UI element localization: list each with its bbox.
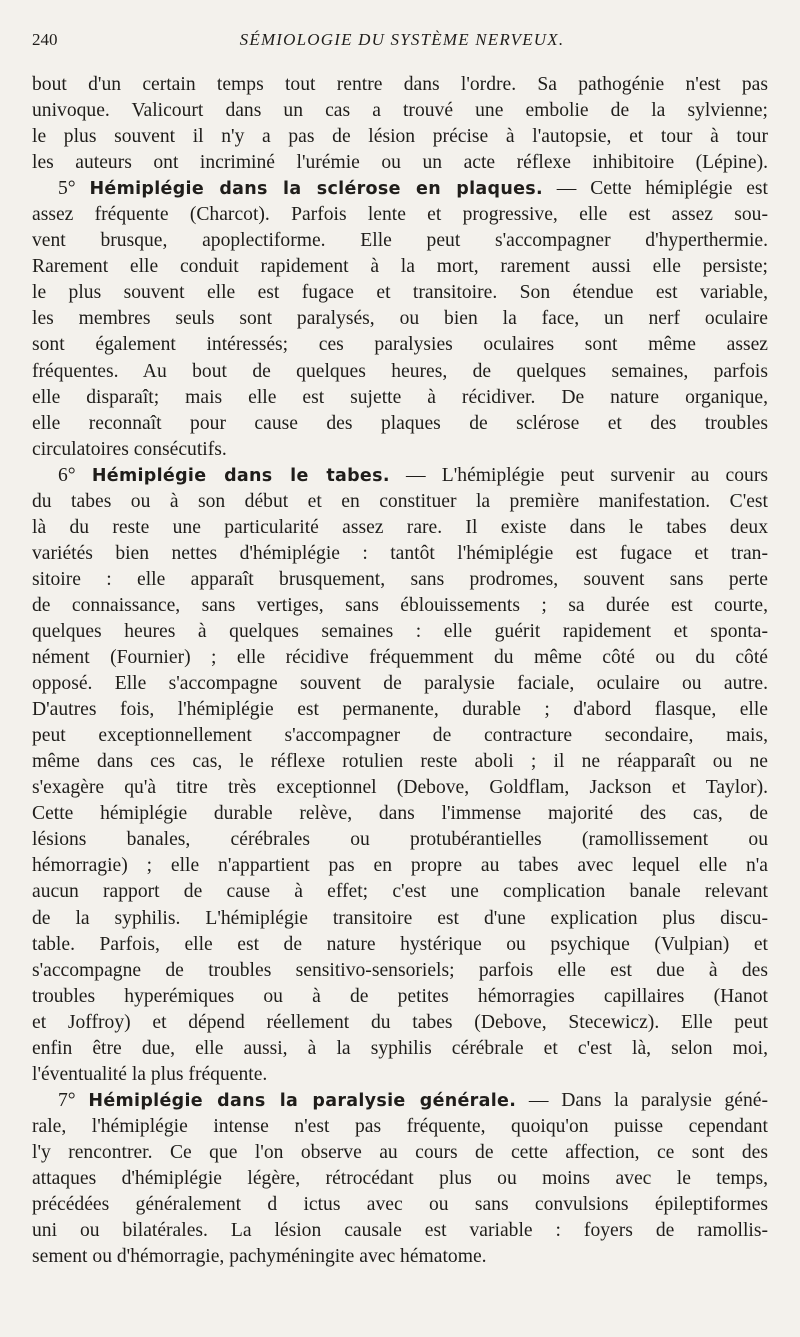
section-6-heading-line (32, 463, 768, 489)
text-line: rale, l'hémiplégie intense n'est pas fréquente, quoiqu'on puisse cependant (32, 1115, 768, 1137)
text-line: lésions banales, cérébrales ou protubérantielles (ramollissement ou (32, 829, 768, 851)
text-line: Cette hémiplégie durable relève, dans l'immense majorité des cas, de (32, 803, 768, 825)
text-line: hémorragie) ; elle n'appartient pas en propre au tabes avec lequel elle n'a (32, 855, 768, 877)
text-line: univoque. Valicourt dans un cas a trouvé une embolie de la sylvienne; (32, 100, 768, 122)
text-line: de la syphilis. L'hémiplégie transitoire est d'une explication plus discu- (32, 907, 768, 929)
page-number: 240 (32, 30, 58, 49)
text-line: le plus souvent il n'y a pas de lésion précise à l'autopsie, et tour à tour (32, 126, 768, 148)
text-line: sement ou d'hémorragie, pachyméningite avec hématome. (32, 1246, 487, 1268)
section-heading: Hémiplégie dans le tabes. (91, 465, 390, 486)
text-line: variétés bien nettes d'hémiplégie : tantôt l'hémiplégie est fugace et tran- (32, 542, 768, 564)
text-line: l'y rencontrer. Ce que l'on observe au cours de cette affection, ce sont des (32, 1141, 768, 1163)
section-heading: Hémiplégie dans la paralysie générale. (88, 1090, 517, 1111)
text-line: troubles hyperémiques ou à de petites hémorragies capillaires (Hanot (32, 985, 768, 1007)
text-line: s'accompagne de troubles sensitivo-sensoriels; parfois elle est due à des (32, 959, 768, 981)
text-line: fréquentes. Au bout de quelques heures, de quelques semaines, parfois (32, 360, 768, 382)
text-line: enfin être due, elle aussi, à la syphilis cérébrale et c'est là, selon moi, (32, 1037, 768, 1059)
text-line: et Joffroy) et dépend réellement du tabes (Debove, Stecewicz). Elle peut (32, 1011, 768, 1033)
text-line: uni ou bilatérales. La lésion causale est variable : foyers de ramollis- (32, 1220, 768, 1242)
text-line: du tabes ou à son début et en constituer la première manifestation. C'est (32, 490, 768, 512)
text-line: attaques d'hémiplégie légère, rétrocédant plus ou moins avec le temps, (32, 1167, 768, 1189)
text-line: quelques heures à quelques semaines : elle guérit rapidement et sponta- (32, 620, 768, 642)
text-line: sont également intéressés; ces paralysies oculaires sont même assez (32, 334, 768, 356)
text-line: aucun rapport de cause à effet; c'est une complication banale relevant (32, 881, 768, 903)
page-body (32, 72, 768, 1270)
section-number: 7° (58, 1089, 76, 1111)
text-line: les auteurs ont incriminé l'urémie ou un acte réflexe inhibitoire (Lépine). (32, 152, 768, 174)
text-line: les membres seuls sont paralysés, ou bien la face, un nerf oculaire (32, 308, 768, 330)
text-line: là du reste une particularité assez rare. Il existe dans le tabes deux (32, 516, 768, 538)
text-line: nément (Fournier) ; elle récidive fréquemment du même côté ou du côté (32, 647, 768, 669)
text-line: assez fréquente (Charcot). Parfois lente et progressive, elle est assez sou- (32, 204, 768, 226)
text-line: s'exagère qu'à titre très exceptionnel (Debove, Goldflam, Jackson et Taylor). (32, 777, 768, 799)
text-line: même dans ces cas, le réflexe rotulien reste aboli ; il ne réapparaît ou ne (32, 751, 768, 773)
text-line: peut exceptionnellement s'accompagner de contracture secondaire, mais, (32, 725, 768, 747)
page-header (32, 30, 772, 58)
text-fragment: — Cette hémiplégie est (556, 178, 768, 200)
text-fragment: — L'hémiplégie peut survenir au cours (405, 464, 768, 486)
text-line: table. Parfois, elle est de nature hystérique ou psychique (Vulpian) et (32, 933, 768, 955)
text-line: D'autres fois, l'hémiplégie est permanente, durable ; d'abord flasque, elle (32, 699, 768, 721)
text-line: circulatoires consécutifs. (32, 438, 227, 460)
running-title: SÉMIOLOGIE DU SYSTÈME NERVEUX. (239, 30, 565, 49)
text-line: de connaissance, sans vertiges, sans éblouissements ; sa durée est courte, (32, 594, 768, 616)
text-line: précédées généralement d ictus avec ou sans convulsions épileptiformes (32, 1194, 768, 1216)
text-line: sitoire : elle apparaît brusquement, sans prodromes, souvent sans perte (32, 568, 768, 590)
text-line: elle disparaît; mais elle est sujette à récidiver. De nature organique, (32, 386, 768, 408)
text-line: elle reconnaît pour cause des plaques de sclérose et des troubles (32, 412, 768, 434)
text-line: Rarement elle conduit rapidement à la mort, rarement aussi elle persiste; (32, 256, 768, 278)
text-line: vent brusque, apoplectiforme. Elle peut s'accompagner d'hyperthermie. (32, 230, 768, 252)
text-line: le plus souvent elle est fugace et transitoire. Son étendue est variable, (32, 282, 768, 304)
text-line: opposé. Elle s'accompagne souvent de paralysie faciale, oculaire ou autre. (32, 673, 768, 695)
section-heading: Hémiplégie dans la sclérose en plaques. (89, 179, 543, 200)
section-number: 6° (58, 464, 76, 486)
text-line: l'éventualité la plus fréquente. (32, 1063, 268, 1085)
text-fragment: — Dans la paralysie géné- (528, 1089, 768, 1111)
section-7-heading-line (32, 1088, 768, 1114)
section-5-heading-line (32, 176, 768, 202)
text-line: bout d'un certain temps tout rentre dans l'ordre. Sa pathogénie n'est pas (32, 74, 768, 95)
section-number: 5° (58, 178, 76, 200)
